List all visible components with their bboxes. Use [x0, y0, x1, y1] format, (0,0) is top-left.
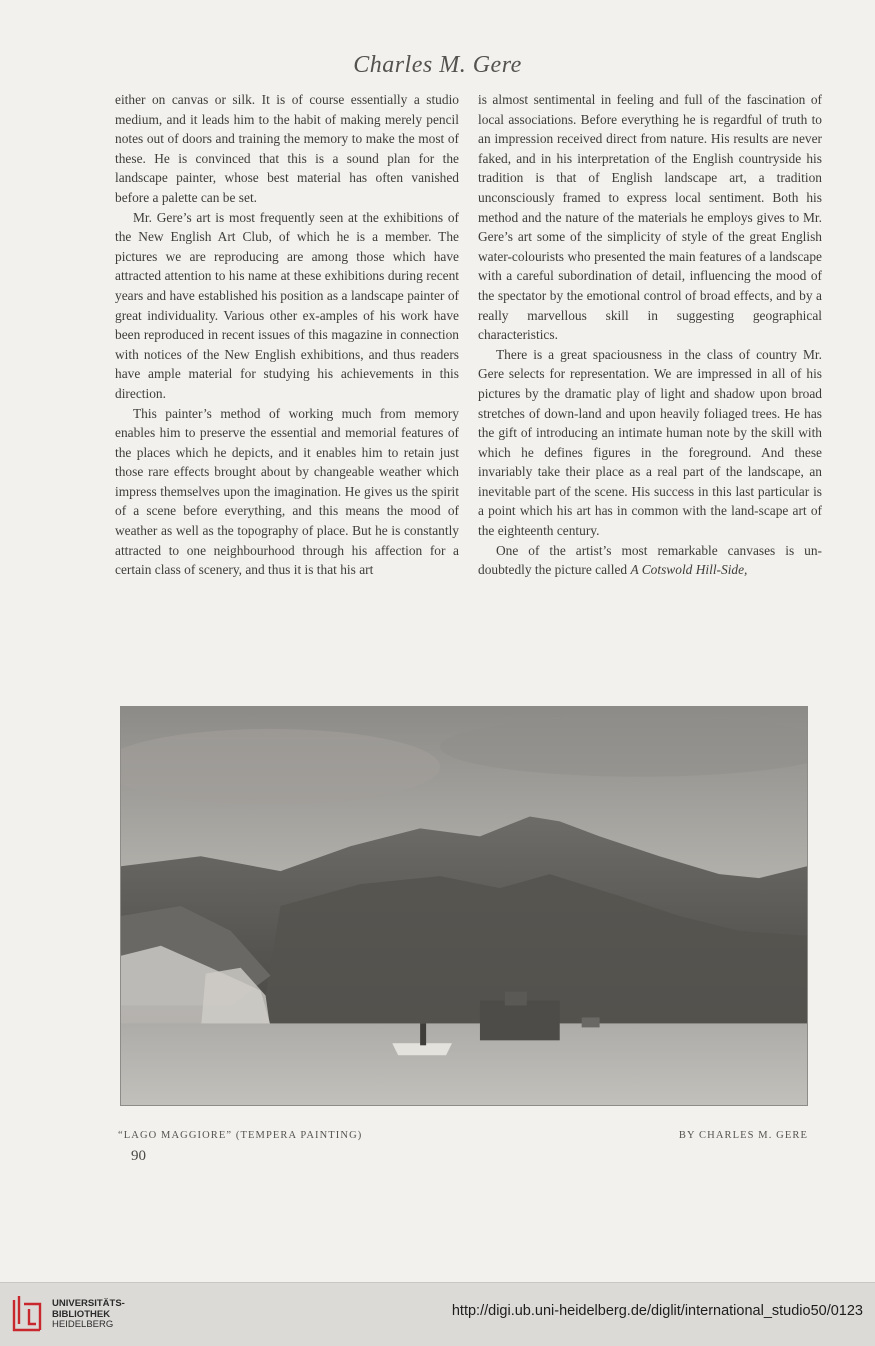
- library-name-line: UNIVERSITÄTS-: [52, 1298, 125, 1309]
- running-head: Charles M. Gere: [353, 52, 522, 78]
- paragraph: either on canvas or silk. It is of course essentially a studio medium, and it leads him to the habit of making merely pencil notes out of doors and training the memory to make the most of these. He is convinced that this is a sound plan for the landscape painter, whose best material has often vanished before a palette can be set.: [115, 92, 459, 205]
- source-url-link[interactable]: http://digi.ub.uni-heidelberg.de/diglit/international_studio50/0123: [451, 1303, 863, 1319]
- library-name-line: HEIDELBERG: [52, 1319, 114, 1330]
- library-name: [52, 1299, 125, 1331]
- digitization-footer: [0, 1282, 875, 1346]
- right-column: [478, 90, 822, 580]
- paragraph: is almost sentimental in feeling and full of the fascination of local associations. Before everything he is regardful of truth to an impression received direct from nature. His results are never faked, and in his interpretation of the English countryside his tradition is that of English landscape art, a tradition unconsciously framed to express local sentiment. Both his method and the nature of the materials he employs gives to Mr. Gere’s art some of the simplicity of style of the great English water-colourists who presented the main features of a landscape with a careful subordination of detail, influencing the mood of the spectator by the emotional control of broad effects, and by a really marvellous skill in suggesting geographical characteristics.: [478, 92, 822, 343]
- paragraph: Mr. Gere’s art is most frequently seen at the exhibitions of the New English Art Club, of which he is a member. The pictures we are reproducing are among those which have attracted attention to his name at these exhibitions during recent years and have established his position as a landscape painter of great individuality. Various other ex-amples of his work have been reproduced in recent issues of this magazine in connection with notices of the New English exhibitions, and thus readers have ample material for studying his achievements in this direction.: [115, 209, 459, 401]
- paragraph-text: One of the artist’s most remarkable canvases is un-doubtedly the picture called: [478, 542, 822, 578]
- paragraph: There is a great spaciousness in the class of country Mr. Gere selects for representation. We are impressed in all of his pictures by the dramatic play of light and shadow upon broad stretches of down-land and upon heavily foliaged trees. He has the gift of introducing an intimate human note by the skill with which he defines figures in the foreground. And these invariably take their place as a real part of the landscape, an inevitable part of the scene. His success in this last particular is a point which his art has in common with the land-scape art of the eighteenth century.: [478, 346, 822, 539]
- painting-title: A Cotswold Hill-Side,: [630, 562, 748, 578]
- library-name-line: BIBLIOTHEK: [52, 1308, 111, 1320]
- left-column: [115, 90, 459, 580]
- paragraph: [478, 541, 822, 580]
- plate-caption-title: “LAGO MAGGIORE” (TEMPERA PAINTING): [118, 1130, 363, 1141]
- lake-landscape-painting: [121, 707, 807, 1105]
- page-number: 90: [131, 1148, 146, 1164]
- painting-plate: [120, 706, 808, 1106]
- library-logo-icon: [10, 1294, 44, 1334]
- paragraph: This painter’s method of working much from memory enables him to preserve the essential and memorial features of the places which he depicts, and it enables him to retain just those rare effects brought about by changeable weather which impress themselves upon the imagination. He gives us the spirit of a scene before everything, and this means the mood of weather as well as the topography of place. But he is constantly attracted to one neighbourhood through his affection for a certain class of scenery, and thus it is that his art: [115, 405, 459, 578]
- plate-caption-artist: BY CHARLES M. GERE: [678, 1130, 808, 1141]
